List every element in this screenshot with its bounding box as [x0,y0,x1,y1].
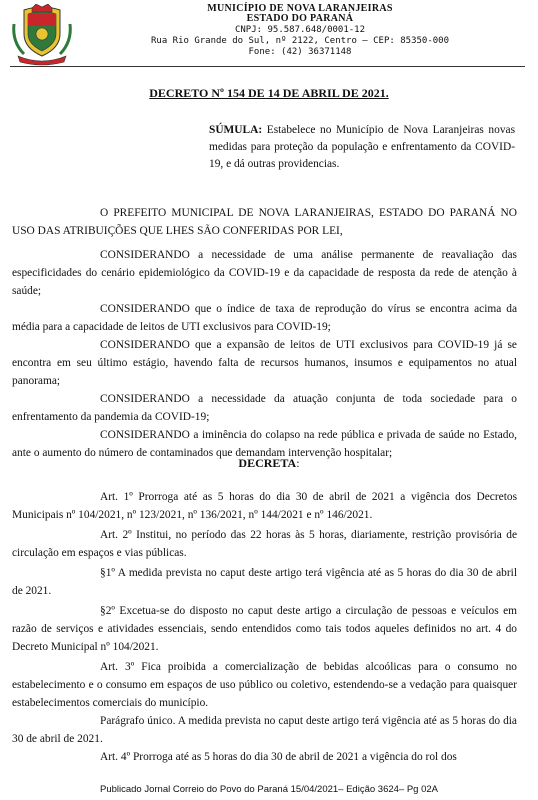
article-2-paragraph-2: §2º Excetua-se do disposto no caput deste artigo a circulação de pessoas e veículos em razão de serviços e atividades essenciais, sendo entendidos como tais todos aqueles definidos no art. 4 do Decreto Municipal nº 104/2021. [12,605,517,653]
decreta-word: DECRETA [238,456,297,470]
article-2: Art. 2º Institui, no período das 22 horas às 5 horas, diariamente, restrição provisória de circulação em espaços e vias públicas. [12,529,517,559]
header-cnpj: CNPJ: 95.587.648/0001-12 [234,25,366,35]
header-address: Rua Rio Grande do Sul, nº 2122, Centro – CEP: 85350-000 [150,36,449,46]
article-3: Art. 3º Fica proibida a comercialização de bebidas alcoólicas para o consumo no estabelecimento e o consumo em espaços de uso público ou coletivo, estendendo-se a vedação para quaisquer estabelecimentos comerciais do município. [12,661,517,709]
municipal-crest-icon [10,4,74,66]
article-2-paragraph-1: §1º A medida prevista no caput deste artigo terá vigência até as 5 horas do dia 30 de abril de 2021. [12,567,517,597]
sumula-text: Estabelece no Município de Nova Laranjeiras novas medidas para proteção da população e enfrentamento da COVID-19, e dá outras providencias. [209,124,515,170]
header-phone: Fone: (42) 36371148 [248,47,352,57]
decree-title: DECRETO Nº 154 DE 14 DE ABRIL DE 2021. [149,86,389,100]
decreta-colon: : [296,456,300,470]
article-4: Art. 4º Prorroga até as 5 horas do dia 30 de abril de 2021 a vigência do rol dos [100,751,457,763]
considerando-5: CONSIDERANDO a iminência do colapso na rede pública e privada de saúde no Estado, ante o aumento do número de contaminados que demandam intervenção hospitalar; [12,429,517,459]
header-divider [10,66,525,67]
considerando-3: CONSIDERANDO que a expansão de leitos de UTI exclusivos para COVID-19 já se encontra em seu último estágio, havendo falta de recursos humanos, insumos e equipamentos no atual panorama; [12,339,517,387]
header-municipality: MUNICÍPIO DE NOVA LARANJEIRAS [207,3,393,14]
sumula-block [209,122,515,173]
sumula-label: SÚMULA: [209,124,263,136]
header-state: ESTADO DO PARANÁ [246,13,354,24]
considerando-1: CONSIDERANDO a necessidade de uma análise permanente de reavaliação das especificidades do cenário epidemiológico da COVID-19 e da capacidade de resposta da rede de atenção à saúde; [12,249,517,297]
considerando-4: CONSIDERANDO a necessidade da atuação conjunta de toda sociedade para o enfrentamento da pandemia da COVID-19; [12,393,517,423]
considerando-2: CONSIDERANDO que o índice de taxa de reprodução do vírus se encontra acima da média para a capacidade de leitos de UTI exclusivos para COVID-19; [12,303,517,333]
preamble: O PREFEITO MUNICIPAL DE NOVA LARANJEIRAS, ESTADO DO PARANÁ NO USO DAS ATRIBUIÇÕES QUE LHES SÃO CONFERIDAS POR LEI, [12,207,517,237]
article-1: Art. 1º Prorroga até as 5 horas do dia 30 de abril de 2021 a vigência dos Decretos Municipais nº 104/2021, nº 123/2021, nº 136/2021, nº 144/2021 e nº 146/2021. [12,491,517,521]
decreta-heading [0,456,538,471]
publication-footer: Publicado Jornal Correio do Povo do Paraná 15/04/2021– Edição 3624– Pg 02A [99,784,439,795]
article-3-sole-paragraph: Parágrafo único. A medida prevista no caput deste artigo terá vigência até as 5 horas do dia 30 de abril de 2021. [12,715,517,745]
